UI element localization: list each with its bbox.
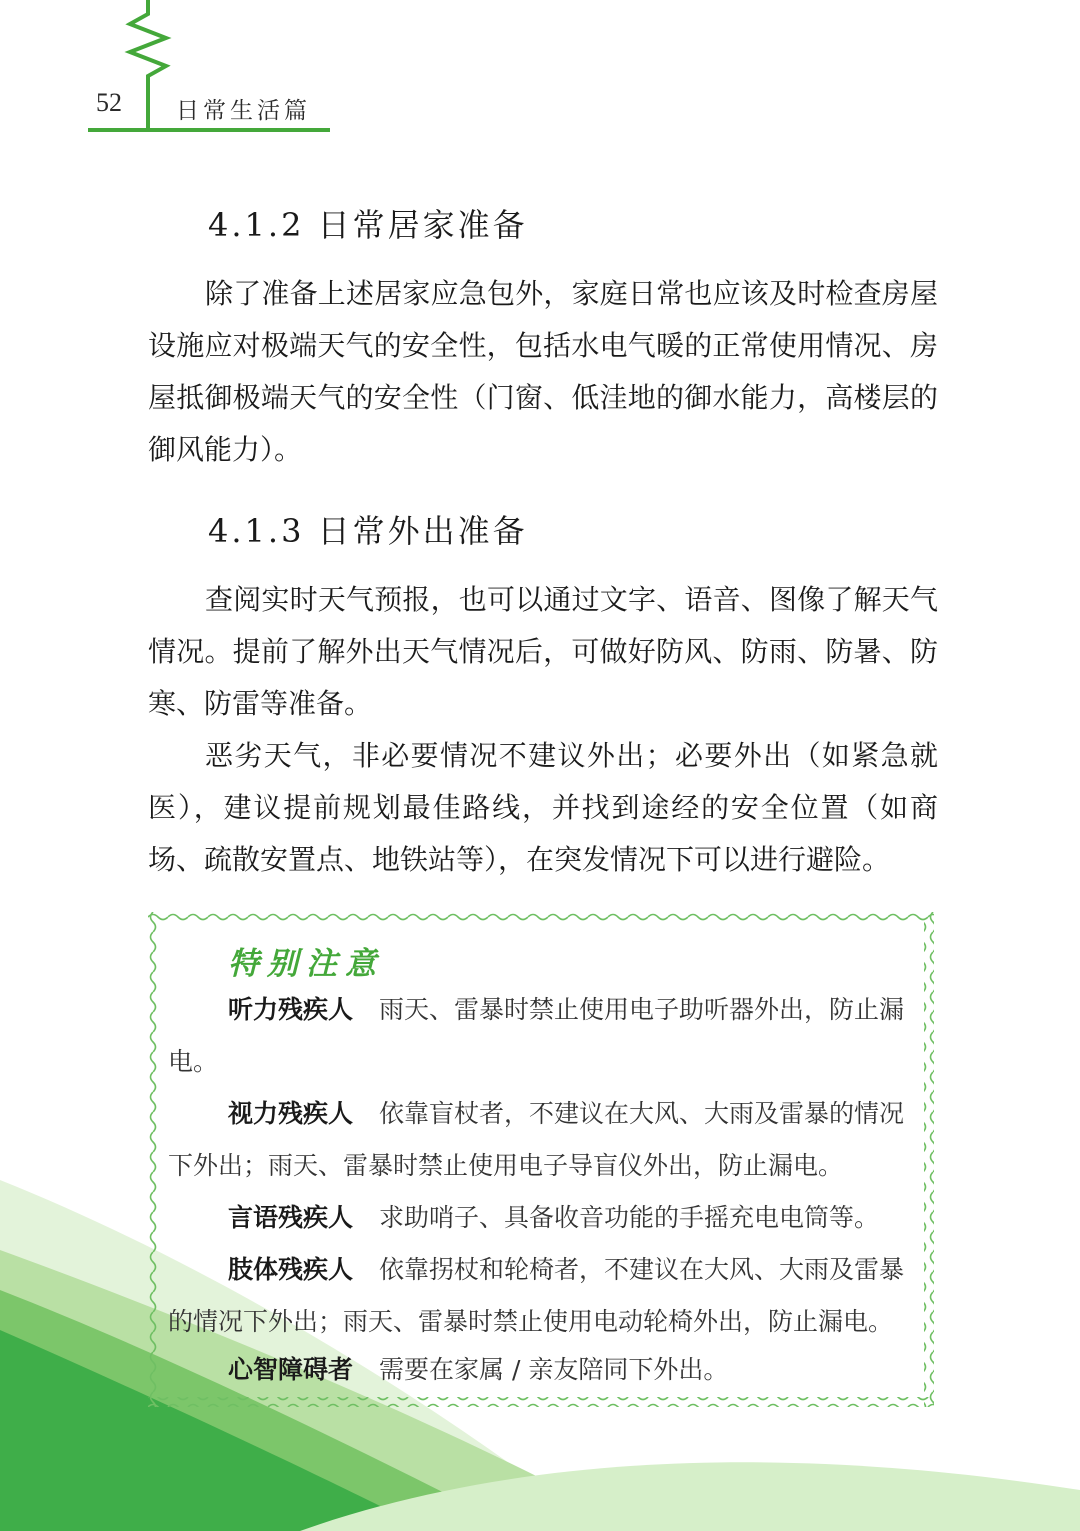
notice-item-text: 需要在家属 / 亲友陪同下外出。 (379, 1355, 729, 1384)
special-notice-box (148, 912, 934, 1407)
chapter-title: 日常生活篇 (176, 98, 311, 124)
page-number: 52 (96, 88, 122, 117)
paragraph: 查阅实时天气预报，也可以通过文字、语音、图像了解天气情况。提前了解外出天气情况后，可做好防风、防雨、防暑、防寒、防雷等准备。 (148, 583, 938, 720)
notice-item-label: 听力残疾人 (228, 995, 354, 1024)
notice-item-physical (168, 1244, 914, 1348)
notice-item-text: 依靠盲杖者，不建议在大风、大雨及雷暴的情况下外出；雨天、雷暴时禁止使用电子导盲仪外出，防止漏电。 (168, 1099, 905, 1180)
section-title-4-1-2: 4.1.2 日常居家准备 (208, 206, 528, 244)
notice-item-text: 求助哨子、具备收音功能的手摇充电电筒等。 (379, 1203, 880, 1232)
notice-item-intellectual (168, 1344, 914, 1396)
notice-item-text: 依靠拐杖和轮椅者，不建议在大风、大雨及雷暴的情况下外出；雨天、雷暴时禁止使用电动轮椅外出，防止漏电。 (168, 1255, 905, 1336)
notice-item-label: 言语残疾人 (228, 1203, 354, 1232)
notice-item-label: 视力残疾人 (228, 1099, 354, 1128)
paragraph: 恶劣天气，非必要情况不建议外出；必要外出（如紧急就医），建议提前规划最佳路线，并找到途经的安全位置（如商场、疏散安置点、地铁站等），在突发情况下可以进行避险。 (148, 739, 938, 876)
notice-title: 特别注意 (228, 946, 384, 982)
notice-item-text: 雨天、雷暴时禁止使用电子助听器外出，防止漏电。 (168, 995, 905, 1076)
section-title-4-1-3: 4.1.3 日常外出准备 (208, 512, 528, 550)
notice-item-label: 心智障碍者 (228, 1355, 354, 1384)
notice-item-speech (168, 1192, 914, 1244)
notice-item-visual (168, 1088, 914, 1192)
notice-item-label: 肢体残疾人 (228, 1255, 354, 1284)
notice-item-hearing (168, 984, 914, 1088)
paragraph: 除了准备上述居家应急包外，家庭日常也应该及时检查房屋设施应对极端天气的安全性，包括水电气暖的正常使用情况、房屋抵御极端天气的安全性（门窗、低洼地的御水能力，高楼层的御风能力）。 (148, 277, 938, 466)
